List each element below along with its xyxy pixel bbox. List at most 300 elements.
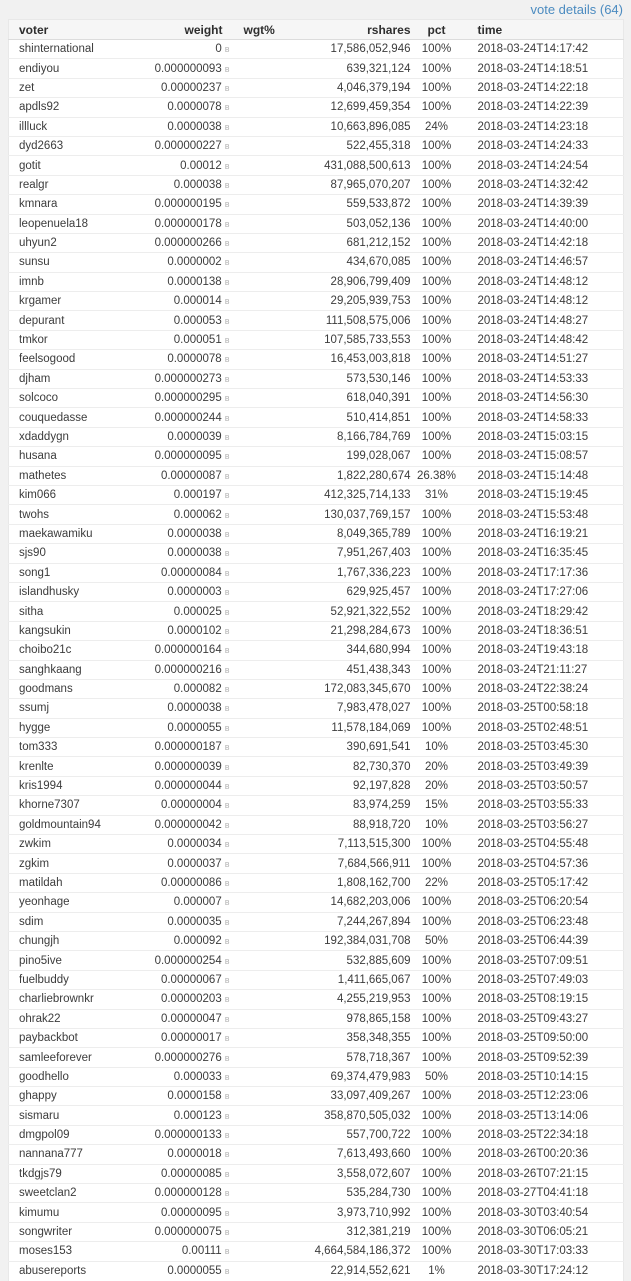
weight-value: 0.00000004 [160,799,222,812]
col-header-pct: pct [411,20,463,40]
pct-cell: 100% [411,1164,463,1183]
wgt-cell [231,1028,301,1047]
weight-unit: ʙ [224,994,230,1005]
weight-cell [139,485,231,504]
wgt-cell [231,854,301,873]
wgt-cell [231,408,301,427]
voter-cell: twohs [9,505,139,524]
weight-unit: ʙ [224,490,230,501]
weight-cell [139,272,231,291]
wgt-cell [231,1184,301,1203]
weight-cell [139,1164,231,1183]
weight-value: 0.0000038 [167,120,222,133]
time-cell: 2018-03-24T14:18:51 [463,59,624,78]
weight-value: 0.000000128 [154,1187,222,1200]
weight-value: 0.00000067 [160,973,222,986]
weight-value: 0.00012 [180,159,222,172]
weight-cell [139,466,231,485]
wgt-cell [231,389,301,408]
vote-row [9,699,624,718]
weight-value: 0.000000164 [154,644,222,657]
pct-cell: 100% [411,893,463,912]
weight-value: 0.00000087 [160,469,222,482]
pct-cell: 100% [411,660,463,679]
voter-cell: khorne7307 [9,796,139,815]
rshares-cell: 69,374,479,983 [301,1067,411,1086]
weight-unit: ʙ [224,819,230,830]
pct-cell: 100% [411,233,463,252]
wgt-cell [231,59,301,78]
time-cell: 2018-03-30T03:40:54 [463,1203,624,1222]
weight-unit: ʙ [224,1246,230,1257]
wgt-cell [231,699,301,718]
weight-value: 0.000000042 [154,818,222,831]
weight-value: 0.0000002 [167,256,222,269]
rshares-cell: 17,586,052,946 [330,43,411,56]
rshares-cell: 618,040,391 [301,389,411,408]
time-cell: 2018-03-24T16:35:45 [463,544,624,563]
vote-row [9,156,624,175]
wgt-cell [231,1125,301,1144]
vote-row [9,582,624,601]
vote-row [9,233,624,252]
weight-value: 0.00000084 [160,566,222,579]
weight-value: 0.000033 [173,1070,222,1083]
weight-value: 0.00111 [181,1245,222,1258]
voter-cell: charliebrownkr [9,990,139,1009]
rshares-cell: 14,682,203,006 [301,893,411,912]
topbar [0,0,631,19]
weight-value: 0.0000078 [167,353,222,366]
pct-cell: 1% [411,1261,463,1280]
pct-cell: 100% [411,59,463,78]
vote-row [9,1028,624,1047]
wgt-cell [231,776,301,795]
weight-unit: ʙ [224,179,230,190]
rshares-cell: 510,414,851 [301,408,411,427]
weight-unit: ʙ [224,470,230,481]
weight-unit: ʙ [224,63,230,74]
weight-unit: ʙ [224,684,230,695]
weight-value: 0.0000055 [167,721,222,734]
time-cell: 2018-03-24T14:51:27 [463,350,624,369]
pct-cell: 100% [411,1028,463,1047]
weight-unit: ʙ [224,897,230,908]
weight-unit: ʙ [224,257,230,268]
weight-unit: ʙ [224,548,230,559]
voter-cell: fuelbuddy [9,970,139,989]
weight-cell [139,214,231,233]
weight-cell [139,1184,231,1203]
pct-cell: 10% [411,738,463,757]
pct-cell: 100% [411,175,463,194]
voter-cell: tkdgjs79 [9,1164,139,1183]
pct-cell: 100% [411,990,463,1009]
weight-unit: ʙ [224,1207,230,1218]
wgt-cell [231,330,301,349]
wgt-cell [231,873,301,892]
weight-cell [139,389,231,408]
pct-cell: 100% [411,912,463,931]
weight-cell [139,1145,231,1164]
vote-row [9,311,624,330]
rshares-cell: 87,965,070,207 [301,175,411,194]
rshares-cell: 578,718,367 [301,1048,411,1067]
weight-value: 0.000197 [173,489,222,502]
weight-value: 0.0000078 [167,101,222,114]
rshares-cell: 107,585,733,553 [301,330,411,349]
pct-cell: 100% [411,1222,463,1241]
weight-unit: ʙ [224,606,230,617]
vote-row [9,893,624,912]
weight-unit: ʙ [224,1052,230,1063]
weight-unit: ʙ [224,645,230,656]
time-cell: 2018-03-25T09:43:27 [463,1009,624,1028]
pct-cell: 100% [411,389,463,408]
voter-cell: solcoco [9,389,139,408]
wgt-cell [231,292,301,311]
weight-value: 0.000000273 [154,372,222,385]
rshares-cell: 7,951,267,403 [301,544,411,563]
time-cell: 2018-03-25T07:49:03 [463,970,624,989]
time-cell: 2018-03-24T14:56:30 [463,389,624,408]
voter-cell: yeonhage [9,893,139,912]
time-cell: 2018-03-27T04:41:18 [463,1184,624,1203]
weight-cell [139,738,231,757]
time-cell: 2018-03-30T06:05:21 [463,1222,624,1241]
vote-details-link[interactable]: vote details (64) [530,2,623,17]
rshares-cell: 88,918,720 [301,815,411,834]
weight-value: 0.0000102 [167,624,222,637]
weight-value: 0.0000003 [167,586,222,599]
rshares-cell: 312,381,219 [301,1222,411,1241]
vote-row [9,117,624,136]
wgt-cell [231,1009,301,1028]
vote-row [9,447,624,466]
weight-cell [139,621,231,640]
weight-unit: ʙ [224,276,230,287]
rshares-cell: 172,083,345,670 [301,679,411,698]
rshares-cell: 28,906,799,409 [301,272,411,291]
vote-row [9,660,624,679]
wgt-cell [231,427,301,446]
time-cell: 2018-03-24T14:46:57 [463,253,624,272]
time-cell: 2018-03-24T17:27:06 [463,582,624,601]
rshares-cell: 358,870,505,032 [301,1106,411,1125]
wgt-cell [231,369,301,388]
time-cell: 2018-03-24T14:32:42 [463,175,624,194]
pct-cell: 50% [411,1067,463,1086]
weight-value: 0.000000095 [154,450,222,463]
weight-value: 0.0000018 [167,1148,222,1161]
rshares-cell: 681,212,152 [301,233,411,252]
rshares-cell: 111,508,575,006 [301,311,411,330]
vote-row [9,1222,624,1241]
voter-cell: shinternational [19,43,94,56]
weight-value: 0.00000017 [160,1032,222,1045]
weight-cell [139,544,231,563]
weight-value: 0.000000276 [154,1051,222,1064]
pct-cell: 100% [411,98,463,117]
wgt-cell [231,214,301,233]
weight-unit: ʙ [224,238,230,249]
pct-cell: 20% [411,757,463,776]
vote-row [9,485,624,504]
weight-cell [139,1106,231,1125]
weight-cell [139,602,231,621]
voter-cell: ohrak22 [9,1009,139,1028]
rshares-cell: 573,530,146 [301,369,411,388]
weight-value: 0.000000244 [154,411,222,424]
weight-value: 0.0000038 [167,547,222,560]
rshares-cell: 92,197,828 [301,776,411,795]
rshares-cell: 8,166,784,769 [301,427,411,446]
wgt-cell [231,78,301,97]
weight-unit: ʙ [224,354,230,365]
weight-unit: ʙ [224,393,230,404]
pct-cell: 100% [411,505,463,524]
vote-row [9,1106,624,1125]
vote-row [9,679,624,698]
vote-row [9,59,624,78]
vote-row [9,796,624,815]
pct-cell: 100% [411,311,463,330]
pct-cell: 100% [411,1242,463,1261]
pct-cell: 100% [411,951,463,970]
vote-row [9,1009,624,1028]
vote-details-table [8,19,624,1281]
weight-unit: ʙ [224,974,230,985]
rshares-cell: 7,684,566,911 [301,854,411,873]
time-cell: 2018-03-24T15:14:48 [463,466,624,485]
weight-cell [139,893,231,912]
time-cell: 2018-03-25T07:09:51 [463,951,624,970]
vote-row [9,1164,624,1183]
rshares-cell: 29,205,939,753 [301,292,411,311]
vote-row [9,136,624,155]
pct-cell: 15% [411,796,463,815]
weight-cell [139,563,231,582]
voter-cell: husana [9,447,139,466]
voter-cell: xdaddygn [9,427,139,446]
weight-value: 0.0000038 [167,527,222,540]
vote-row [9,1261,624,1280]
weight-unit: ʙ [224,102,230,113]
voter-cell: kimumu [9,1203,139,1222]
weight-unit: ʙ [224,335,230,346]
time-cell: 2018-03-24T18:29:42 [463,602,624,621]
weight-unit: ʙ [224,44,230,55]
voter-cell: pino5ive [9,951,139,970]
vote-row [9,951,624,970]
time-cell: 2018-03-25T03:45:30 [463,738,624,757]
weight-unit: ʙ [224,936,230,947]
vote-row [9,912,624,931]
weight-unit: ʙ [224,1091,230,1102]
pct-cell: 100% [411,427,463,446]
rshares-cell: 503,052,136 [301,214,411,233]
weight-cell [139,815,231,834]
pct-cell: 100% [421,43,452,56]
pct-cell: 26.38% [411,466,463,485]
wgt-cell [231,544,301,563]
pct-cell: 100% [411,621,463,640]
wgt-cell [231,485,301,504]
time-cell: 2018-03-25T06:23:48 [463,912,624,931]
voter-cell: sanghkaang [9,660,139,679]
vote-row [9,776,624,795]
voter-cell: illluck [9,117,139,136]
vote-row [9,1242,624,1261]
weight-cell [139,136,231,155]
voter-cell: paybackbot [9,1028,139,1047]
weight-value: 0.000051 [173,334,222,347]
pct-cell: 100% [411,369,463,388]
weight-value: 0.000000075 [154,1226,222,1239]
pct-cell: 100% [411,156,463,175]
weight-cell [139,350,231,369]
voter-cell: zgkim [9,854,139,873]
rshares-cell: 3,973,710,992 [301,1203,411,1222]
pct-cell: 100% [411,350,463,369]
voter-cell: kris1994 [9,776,139,795]
weight-cell [139,40,231,59]
rshares-cell: 10,663,896,085 [301,117,411,136]
weight-cell [139,660,231,679]
rshares-cell: 978,865,158 [301,1009,411,1028]
time-cell: 2018-03-25T03:50:57 [463,776,624,795]
voter-cell: sismaru [9,1106,139,1125]
weight-unit: ʙ [224,781,230,792]
weight-cell [139,117,231,136]
rshares-cell: 7,113,515,300 [301,835,411,854]
vote-row [9,718,624,737]
time-cell: 2018-03-24T21:11:27 [463,660,624,679]
weight-cell [139,427,231,446]
vote-row [9,78,624,97]
time-cell: 2018-03-25T03:55:33 [463,796,624,815]
voter-cell: sitha [9,602,139,621]
voter-cell: goodhello [9,1067,139,1086]
weight-cell [139,970,231,989]
weight-value: 0.000000295 [154,392,222,405]
time-cell: 2018-03-30T17:24:12 [463,1261,624,1280]
wgt-cell [231,970,301,989]
voter-cell: krgamer [9,292,139,311]
weight-value: 0.0000055 [167,1265,222,1278]
weight-unit: ʙ [224,451,230,462]
time-cell: 2018-03-24T15:08:57 [463,447,624,466]
rshares-cell: 629,925,457 [301,582,411,601]
weight-value: 0.00000095 [160,1206,222,1219]
rshares-cell: 7,613,493,660 [301,1145,411,1164]
rshares-cell: 130,037,769,157 [301,505,411,524]
pct-cell: 100% [411,78,463,97]
vote-row [9,563,624,582]
weight-unit: ʙ [224,315,230,326]
weight-unit: ʙ [224,1188,230,1199]
time-cell: 2018-03-25T03:49:39 [463,757,624,776]
weight-unit: ʙ [224,664,230,675]
vote-row [9,621,624,640]
pct-cell: 100% [411,854,463,873]
weight-value: 0.000082 [173,683,222,696]
wgt-cell [231,893,301,912]
rshares-cell: 559,533,872 [301,195,411,214]
vote-row [9,1184,624,1203]
time-cell: 2018-03-30T17:03:33 [463,1242,624,1261]
time-cell: 2018-03-24T14:48:42 [463,330,624,349]
time-cell: 2018-03-25T10:14:15 [463,1067,624,1086]
wgt-cell [231,466,301,485]
weight-value: 0.000000216 [154,663,222,676]
pct-cell: 100% [411,292,463,311]
voter-cell: sweetclan2 [9,1184,139,1203]
wgt-cell [231,272,301,291]
voter-cell: couquedasse [9,408,139,427]
weight-unit: ʙ [224,82,230,93]
weight-cell [139,776,231,795]
vote-row [9,524,624,543]
vote-row [9,292,624,311]
wgt-cell [231,602,301,621]
pct-cell: 100% [411,1087,463,1106]
wgt-cell [231,641,301,660]
voter-cell: matildah [9,873,139,892]
weight-cell [139,582,231,601]
wgt-cell [231,718,301,737]
pct-cell: 100% [411,582,463,601]
pct-cell: 100% [411,253,463,272]
pct-cell: 100% [411,718,463,737]
voter-cell: zwkim [9,835,139,854]
time-cell: 2018-03-25T06:44:39 [463,931,624,950]
weight-unit: ʙ [224,916,230,927]
time-cell: 2018-03-24T15:03:15 [463,427,624,446]
vote-row [9,466,624,485]
weight-value: 0.000025 [173,605,222,618]
time-cell: 2018-03-24T14:22:18 [463,78,624,97]
rshares-cell: 16,453,003,818 [301,350,411,369]
voter-cell: kmnara [9,195,139,214]
pct-cell: 100% [411,1106,463,1125]
voter-cell: hygge [9,718,139,737]
table-header-row [9,20,624,40]
rshares-cell: 390,691,541 [301,738,411,757]
rshares-cell: 431,088,500,613 [301,156,411,175]
weight-cell [139,796,231,815]
weight-cell [139,1203,231,1222]
weight-cell [139,505,231,524]
weight-cell [139,679,231,698]
voter-cell: realgr [9,175,139,194]
weight-unit: ʙ [224,509,230,520]
weight-cell [139,233,231,252]
voter-cell: apdls92 [9,98,139,117]
voter-cell: uhyun2 [9,233,139,252]
weight-cell [139,1067,231,1086]
wgt-cell [231,447,301,466]
rshares-cell: 535,284,730 [301,1184,411,1203]
weight-unit: ʙ [224,955,230,966]
vote-row [9,1048,624,1067]
weight-unit: ʙ [224,800,230,811]
time-cell: 2018-03-25T22:34:18 [463,1125,624,1144]
weight-unit: ʙ [224,567,230,578]
weight-value: 0.00000237 [160,81,222,94]
time-cell: 2018-03-24T17:17:36 [463,563,624,582]
wgt-cell [231,1261,301,1280]
